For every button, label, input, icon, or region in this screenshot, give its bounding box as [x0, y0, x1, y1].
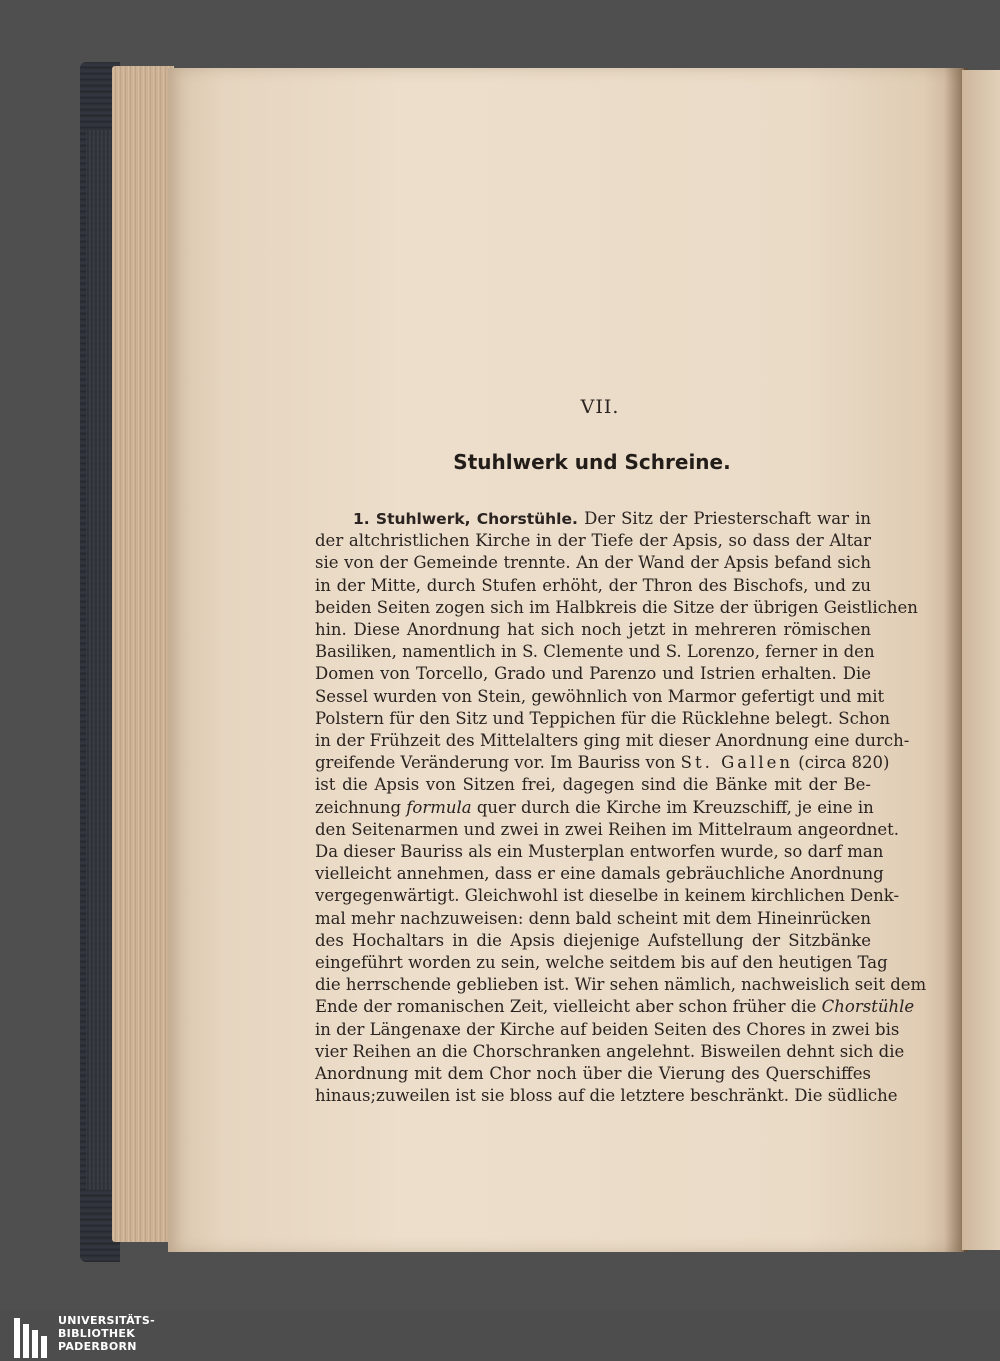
book-binding-texture	[86, 130, 112, 1190]
text-line	[315, 730, 910, 752]
facing-page-edge	[962, 70, 1000, 1250]
text-run: des Hochaltars in die Apsis diejenige Aufstellung der Sitzbänke	[315, 930, 871, 950]
text-line	[315, 774, 871, 796]
text-line	[315, 797, 874, 819]
library-name-line: BIBLIOTHEK	[58, 1327, 136, 1340]
text-line	[315, 1019, 900, 1041]
text-run: Da dieser Bauriss als ein Musterplan entworfen wurde, so darf man	[315, 842, 884, 862]
text-run: eingeführt worden zu sein, welche seitdem bis auf den heutigen Tag	[315, 953, 888, 973]
text-line	[315, 1041, 905, 1063]
text-run: (circa 820)	[793, 753, 890, 773]
text-line	[315, 752, 890, 774]
text-line	[315, 1063, 871, 1085]
italic-term: Chorstühle	[821, 997, 915, 1017]
text-run: Domen von Torcello, Grado und Parenzo und Istrien erhalten. Die	[315, 664, 871, 684]
text-line	[315, 819, 900, 841]
logo-bar	[14, 1318, 20, 1358]
text-line	[315, 974, 927, 996]
library-name	[58, 1314, 155, 1353]
chapter-title: Stuhlwerk und Schreine.	[453, 450, 731, 474]
text-run: beiden Seiten zogen sich im Halbkreis die Sitze der übrigen Geistlichen	[315, 597, 918, 617]
text-run: sie von der Gemeinde trennte. An der Wand der Apsis befand sich	[315, 553, 871, 573]
logo-bar	[23, 1324, 29, 1358]
text-line	[315, 663, 871, 685]
text-run: quer durch die Kirche im Kreuzschiff, je eine in	[471, 797, 874, 817]
text-run: Anordnung mit dem Chor noch über die Vierung des Querschiffes	[315, 1064, 871, 1084]
text-run: vielleicht annehmen, dass er eine damals gebräuchliche Anordnung	[315, 864, 884, 884]
text-line	[315, 686, 885, 708]
library-name-line: UNIVERSITÄTS-	[58, 1314, 155, 1327]
text-run: in der Frühzeit des Mittelalters ging mit dieser Anordnung eine durch-	[315, 731, 910, 751]
text-run: greifende Veränderung vor. Im Bauriss von	[315, 753, 681, 773]
text-line	[315, 708, 891, 730]
text-run: Ende der romanischen Zeit, vielleicht aber schon früher die	[315, 997, 822, 1017]
text-run: ist die Apsis von Sitzen frei, dagegen sind die Bänke mit der Be-	[315, 775, 871, 795]
text-line	[315, 885, 900, 907]
text-line	[315, 575, 871, 597]
text-line	[315, 930, 871, 952]
text-line	[315, 641, 875, 663]
text-line	[315, 863, 884, 885]
text-run: die herrschende geblieben ist. Wir sehen nämlich, nachweislich seit dem	[315, 975, 927, 995]
text-run: in der Mitte, durch Stufen erhöht, der Thron des Bischofs, und zu	[315, 575, 871, 595]
text-run: den Seitenarmen und zwei in zwei Reihen im Mittelraum angeordnet.	[315, 819, 900, 839]
library-name-line: PADERBORN	[58, 1340, 137, 1353]
chapter-number: VII.	[580, 396, 620, 418]
text-line	[315, 619, 871, 641]
text-line	[315, 952, 888, 974]
text-line	[315, 530, 871, 552]
logo-bar	[32, 1330, 38, 1358]
text-run: vier Reihen an die Chorschranken angelehnt. Bisweilen dehnt sich die	[315, 1041, 905, 1061]
text-run: zeichnung	[315, 797, 407, 817]
text-run: mal mehr nachzuweisen: denn bald scheint mit dem Hineinrücken	[315, 908, 871, 928]
spaced-text: St. Gallen	[680, 753, 794, 773]
text-run: Basiliken, namentlich in S. Clemente und S. Lorenzo, ferner in den	[315, 642, 875, 662]
text-line	[315, 841, 884, 863]
stacked-page-edges	[112, 66, 174, 1242]
text-line	[315, 508, 871, 530]
text-line	[315, 552, 871, 574]
italic-term: formula	[406, 797, 472, 817]
text-run: vergegenwärtigt. Gleichwohl ist dieselbe in keinem kirchlichen Denk-	[315, 886, 900, 906]
text-line	[315, 1085, 898, 1107]
text-run: hin. Diese Anordnung hat sich noch jetzt in mehreren römischen	[315, 620, 871, 640]
library-logo-icon	[14, 1318, 48, 1358]
text-run: Polstern für den Sitz und Teppichen für die Rücklehne belegt. Schon	[315, 708, 891, 728]
text-run: Der Sitz der Priesterschaft war in	[584, 509, 871, 528]
text-run: hinaus;zuweilen ist sie bloss auf die letztere beschränkt. Die südliche	[315, 1086, 898, 1106]
text-line	[315, 597, 918, 619]
logo-bar	[41, 1336, 47, 1358]
section-heading: 1. Stuhlwerk, Chorstühle.	[353, 510, 585, 528]
text-run: der altchristlichen Kirche in der Tiefe der Apsis, so dass der Altar	[315, 531, 871, 551]
text-run: Sessel wurden von Stein, gewöhnlich von Marmor gefertigt und mit	[315, 686, 885, 706]
text-line	[315, 908, 871, 930]
text-line	[315, 996, 915, 1018]
text-run: in der Längenaxe der Kirche auf beiden Seiten des Chores in zwei bis	[315, 1019, 900, 1039]
body-text	[315, 508, 927, 1107]
